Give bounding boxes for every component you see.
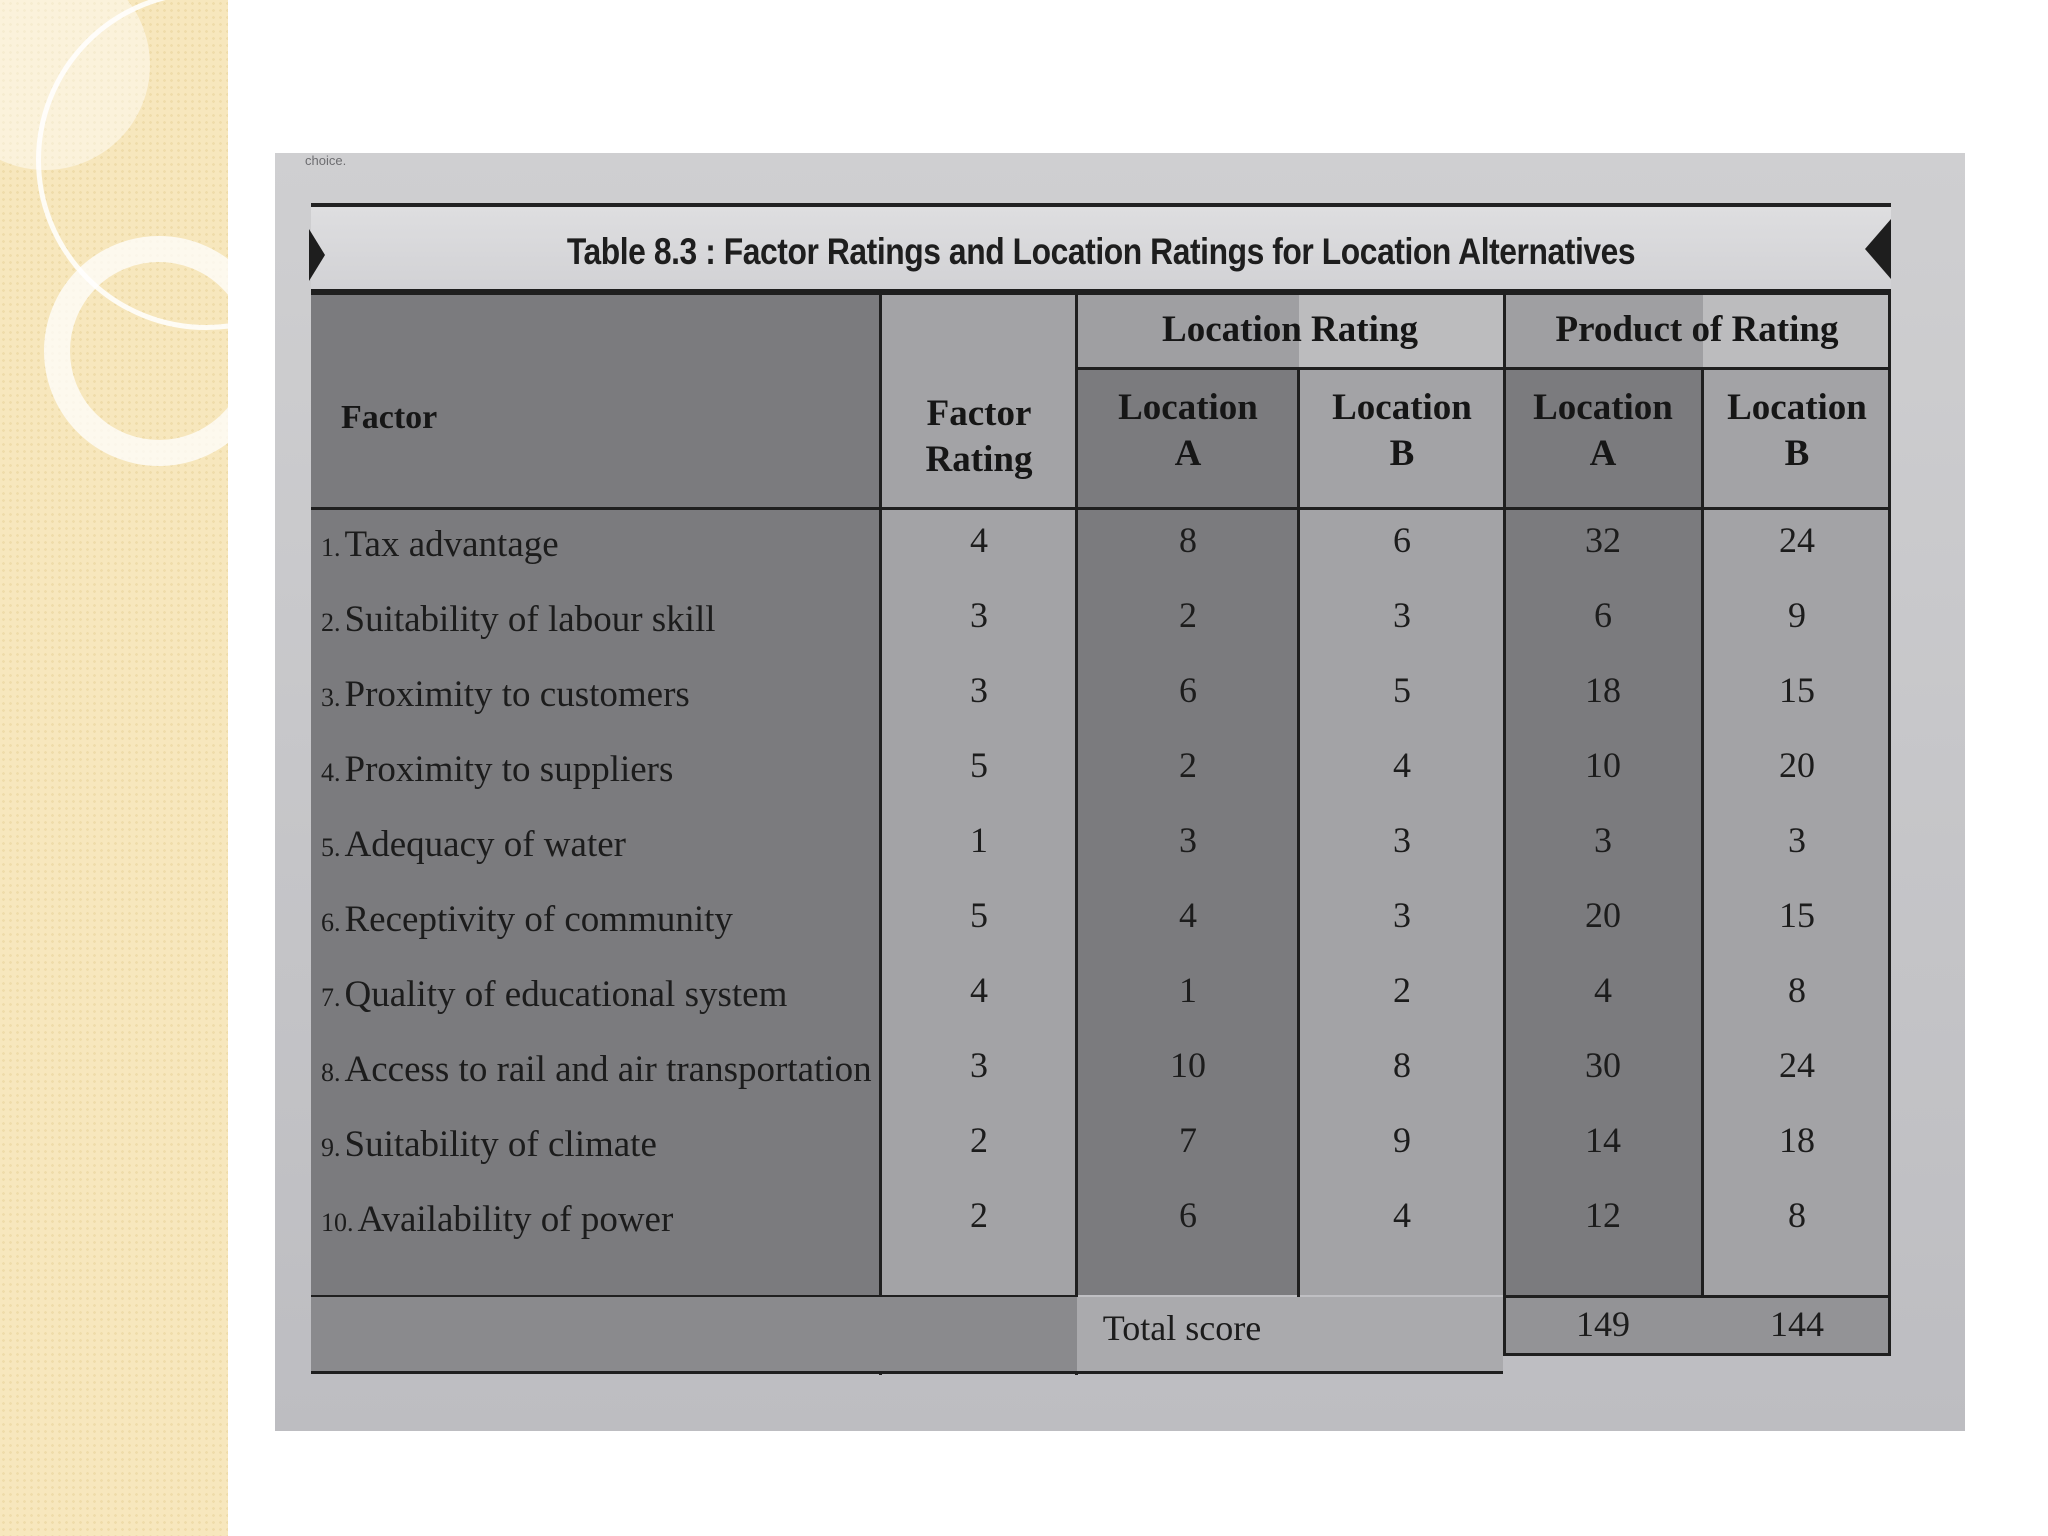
cell-prod-b: 8	[1788, 1195, 1806, 1235]
factor-name: 5. Adequacy of water	[321, 824, 626, 865]
cell-prod-b: 24	[1779, 1045, 1815, 1085]
corner-text: choice.	[305, 153, 347, 168]
cell-prod-a: 14	[1585, 1120, 1621, 1160]
cell-loc-b: 9	[1393, 1120, 1411, 1160]
cell-prod-a: 4	[1594, 970, 1612, 1010]
factor-name: 7. Quality of educational system	[321, 974, 788, 1015]
left-arrow-icon	[309, 229, 325, 281]
cell-loc-a: 2	[1179, 595, 1197, 635]
header-product-location-a: Location A	[1533, 387, 1673, 474]
factor-name: 3. Proximity to customers	[321, 674, 690, 715]
cell-loc-a: 6	[1179, 1195, 1197, 1235]
header-product-of-rating: Product of Rating	[1555, 309, 1839, 350]
decorative-ring	[44, 236, 228, 466]
header-location-b: Location B	[1332, 387, 1472, 474]
total-location-a: 149	[1576, 1304, 1630, 1344]
factor-rating-table	[311, 203, 1891, 1423]
factor-name: 9. Suitability of climate	[321, 1124, 657, 1165]
cell-loc-b: 3	[1393, 595, 1411, 635]
cell-rating: 4	[970, 970, 988, 1010]
cell-loc-a: 2	[1179, 745, 1197, 785]
cell-loc-a: 1	[1179, 970, 1197, 1010]
header-location-a: Location A	[1118, 387, 1258, 474]
rule	[1077, 367, 1891, 370]
table-title: Table 8.3 : Factor Ratings and Location Ratings for Location Alternatives	[566, 231, 1636, 272]
table-photo	[275, 153, 1965, 1431]
cell-prod-a: 12	[1585, 1195, 1621, 1235]
cell-prod-a: 18	[1585, 670, 1621, 710]
title-band	[311, 203, 1891, 295]
cell-rating: 2	[970, 1195, 988, 1235]
cell-loc-b: 5	[1393, 670, 1411, 710]
cell-rating: 3	[970, 1045, 988, 1085]
cell-loc-b: 3	[1393, 820, 1411, 860]
cell-rating: 5	[970, 745, 988, 785]
header-location-rating: Location Rating	[1162, 309, 1418, 350]
right-arrow-icon	[1865, 219, 1891, 279]
cell-loc-a: 4	[1179, 895, 1197, 935]
total-row-left	[311, 1297, 1077, 1373]
decorative-sidebar	[0, 0, 228, 1536]
cell-rating: 2	[970, 1120, 988, 1160]
cell-prod-a: 3	[1594, 820, 1612, 860]
factor-name: 1. Tax advantage	[321, 524, 559, 565]
factor-name: 6. Receptivity of community	[321, 899, 733, 940]
factor-name: 2. Suitability of labour skill	[321, 599, 716, 640]
cell-loc-b: 4	[1393, 745, 1411, 785]
cell-loc-a: 7	[1179, 1120, 1197, 1160]
cell-rating: 4	[970, 520, 988, 560]
factor-name: 4. Proximity to suppliers	[321, 749, 674, 790]
header-factor-rating: Factor Rating	[925, 393, 1033, 480]
cell-prod-b: 24	[1779, 520, 1815, 560]
cell-rating: 3	[970, 595, 988, 635]
cell-loc-a: 10	[1170, 1045, 1206, 1085]
cell-rating: 5	[970, 895, 988, 935]
cell-prod-a: 6	[1594, 595, 1612, 635]
table-grid	[311, 295, 1891, 1375]
cell-prod-b: 3	[1788, 820, 1806, 860]
header-product-location-b: Location B	[1727, 387, 1867, 474]
cell-loc-b: 4	[1393, 1195, 1411, 1235]
cell-loc-b: 8	[1393, 1045, 1411, 1085]
factor-name: 10. Availability of power	[321, 1199, 674, 1240]
cell-rating: 1	[970, 820, 988, 860]
cell-prod-b: 9	[1788, 595, 1806, 635]
cell-loc-a: 3	[1179, 820, 1197, 860]
total-label: Total score	[1102, 1308, 1262, 1348]
cell-prod-b: 8	[1788, 970, 1806, 1010]
cell-prod-b: 18	[1779, 1120, 1815, 1160]
cell-prod-a: 32	[1585, 520, 1621, 560]
factor-name: 8. Access to rail and air transportation	[321, 1049, 872, 1090]
rule	[311, 507, 1891, 510]
cell-loc-a: 8	[1179, 520, 1197, 560]
rule	[1503, 1353, 1891, 1356]
cell-loc-a: 6	[1179, 670, 1197, 710]
cell-prod-a: 20	[1585, 895, 1621, 935]
cell-loc-b: 6	[1393, 520, 1411, 560]
cell-prod-a: 30	[1585, 1045, 1621, 1085]
cell-prod-b: 20	[1779, 745, 1815, 785]
rule	[311, 1371, 1503, 1374]
cell-prod-a: 10	[1585, 745, 1621, 785]
cell-prod-b: 15	[1779, 895, 1815, 935]
header-factor: Factor	[341, 399, 438, 436]
cell-loc-b: 2	[1393, 970, 1411, 1010]
cell-prod-b: 15	[1779, 670, 1815, 710]
cell-rating: 3	[970, 670, 988, 710]
cell-loc-b: 3	[1393, 895, 1411, 935]
total-location-b: 144	[1770, 1304, 1824, 1344]
